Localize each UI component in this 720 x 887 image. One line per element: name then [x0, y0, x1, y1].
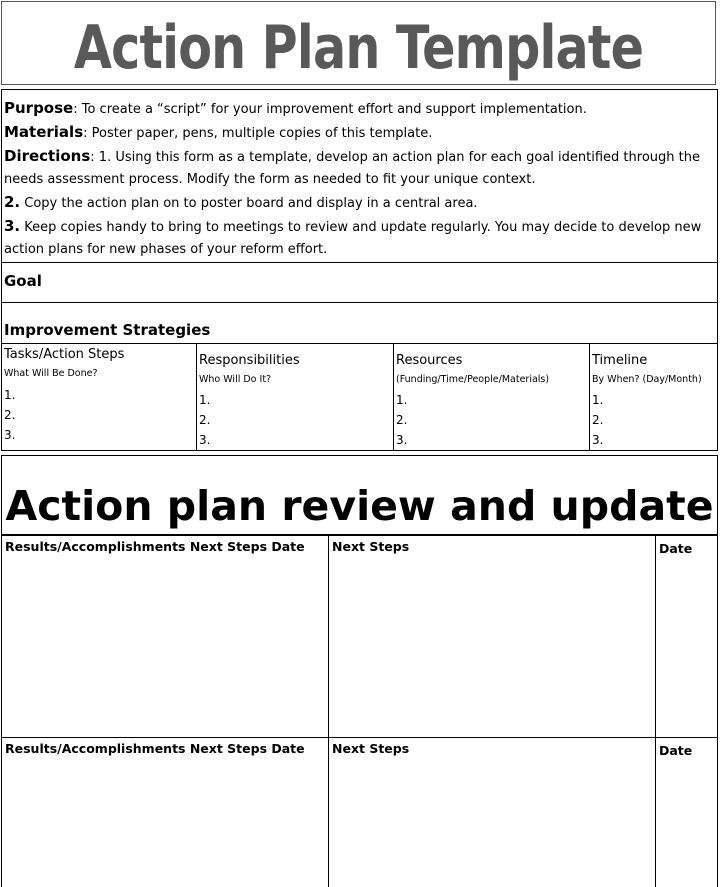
review-heading-text: Action plan review and update — [5, 482, 714, 530]
resources-item-3: 3. — [396, 433, 408, 447]
responsibilities-subheader: Who Will Do It? — [199, 374, 272, 385]
step-2-number: 2. — [4, 193, 21, 211]
resources-column[interactable] — [394, 344, 590, 450]
step-2-text: Copy the action plan on to poster board and display in a central area. — [20, 196, 478, 211]
next-steps-cell[interactable]: Next Steps — [329, 738, 656, 887]
timeline-item-1: 1. — [592, 393, 604, 407]
strategies-heading: Improvement Strategies — [1, 302, 718, 344]
responsibilities-item-3: 3. — [199, 433, 211, 447]
responsibilities-header: Responsibilities — [199, 353, 300, 368]
timeline-item-2: 2. — [592, 413, 604, 427]
step-3-number: 3. — [4, 217, 21, 235]
strategy-table — [1, 343, 718, 451]
page-title: Action Plan Template — [73, 13, 644, 83]
materials-text: : Poster paper, pens, multiple copies of this template. — [83, 126, 433, 141]
timeline-subheader: By When? (Day/Month) — [592, 374, 702, 385]
responsibilities-item-1: 1. — [199, 393, 211, 407]
goal-field[interactable]: Goal — [1, 262, 718, 303]
resources-item-2: 2. — [396, 413, 408, 427]
next-steps-cell[interactable]: Next Steps — [329, 536, 656, 737]
tasks-column[interactable] — [2, 344, 197, 450]
directions-line — [4, 145, 715, 191]
tasks-item-1: 1. — [4, 388, 16, 402]
timeline-item-3: 3. — [592, 433, 604, 447]
title-box — [1, 1, 716, 85]
results-cell[interactable]: Results/Accomplishments Next Steps Date — [2, 738, 329, 887]
materials-label: Materials — [4, 123, 84, 141]
tasks-subheader: What Will Be Done? — [4, 368, 98, 379]
materials-line — [4, 121, 715, 145]
resources-header: Resources — [396, 353, 463, 368]
purpose-text: : To create a “script” for your improvement effort and support implementation. — [73, 102, 587, 117]
purpose-label: Purpose — [4, 99, 74, 117]
review-row — [1, 535, 718, 738]
responsibilities-item-2: 2. — [199, 413, 211, 427]
results-cell[interactable]: Results/Accomplishments Next Steps Date — [2, 536, 329, 737]
review-row — [1, 737, 718, 887]
tasks-item-3: 3. — [4, 428, 16, 442]
resources-item-1: 1. — [396, 393, 408, 407]
resources-subheader: (Funding/Time/People/Materials) — [396, 374, 550, 385]
timeline-header: Timeline — [592, 353, 648, 368]
date-cell[interactable]: Date — [659, 743, 693, 758]
responsibilities-column[interactable] — [197, 344, 394, 450]
tasks-header: Tasks/Action Steps — [4, 347, 125, 362]
directions-text: : 1. Using this form as a template, develop an action plan for each goal identified through the needs assessment process. Modify the form as needed to fit your unique context. — [4, 150, 700, 187]
tasks-item-2: 2. — [4, 408, 16, 422]
step-3-line — [4, 215, 715, 261]
purpose-line — [4, 97, 715, 121]
step-3-text: Keep copies handy to bring to meetings to review and update regularly. You may decide to develop new action plans for new phases of your reform effort. — [4, 220, 702, 257]
step-2-line — [4, 191, 715, 215]
timeline-column[interactable] — [590, 344, 717, 450]
review-heading — [1, 455, 718, 535]
intro-section — [1, 89, 718, 263]
directions-label: Directions — [4, 147, 91, 165]
date-cell[interactable]: Date — [659, 541, 693, 556]
